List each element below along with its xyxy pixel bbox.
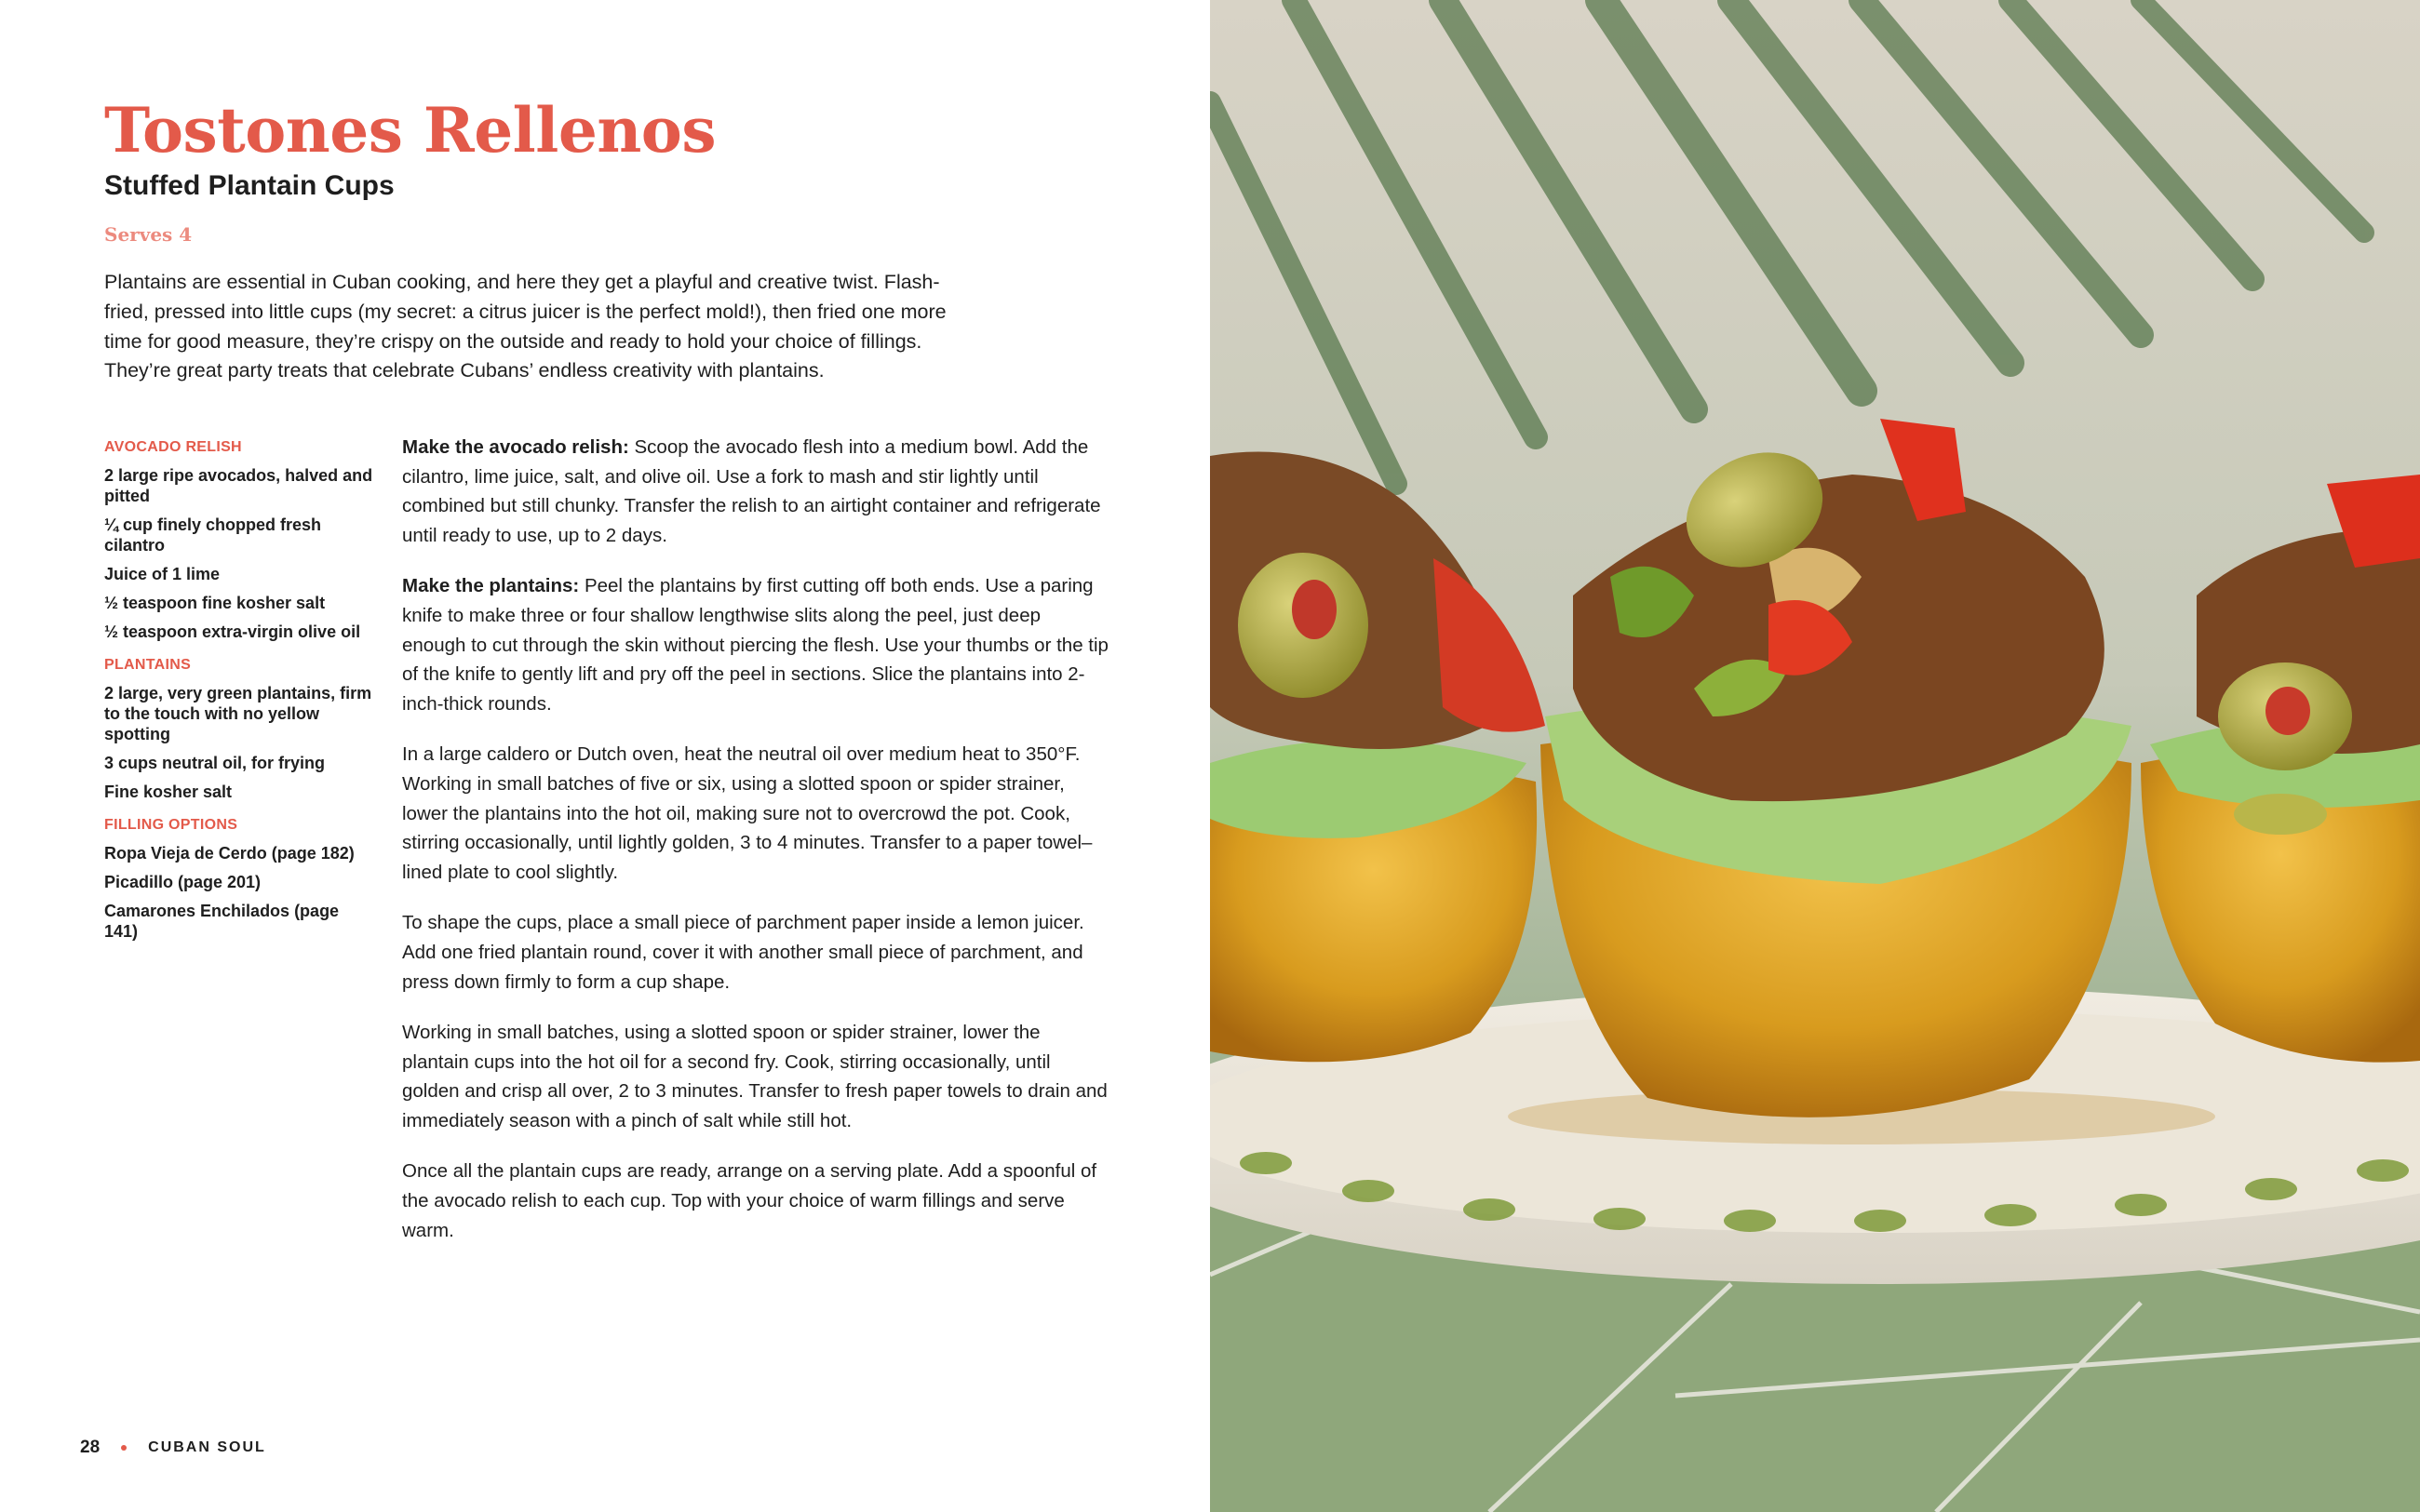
recipe-intro: Plantains are essential in Cuban cooking, and here they get a playful and creative twist. Flash-fried, pressed into little cups (my secret: a citrus juicer is the perfect mold!), then fried one more time for good measure, they’re crispy on the outside and ready to hold your choice of fillings. They’re great party treats that celebrate Cubans’ endless creativity with plantains. bbox=[104, 271, 947, 382]
ingredients-heading-avocado: AVOCADO RELISH bbox=[104, 439, 242, 455]
book-title: CUBAN SOUL bbox=[148, 1439, 266, 1455]
method-column bbox=[402, 433, 1109, 1266]
ingredient-item: ½ teaspoon fine kosher salt bbox=[104, 594, 326, 612]
ingredient-item: 2 large ripe avocados, halved and pitted bbox=[104, 466, 373, 505]
ingredients-heading-filling: FILLING OPTIONS bbox=[104, 817, 238, 833]
ingredient-item: 2 large, very green plantains, firm to the touch with no yellow spotting bbox=[104, 684, 372, 743]
ingredient-item: ½ teaspoon extra-virgin olive oil bbox=[104, 622, 361, 641]
ingredients-list-avocado bbox=[104, 465, 374, 642]
method-step: In a large caldero or Dutch oven, heat the neutral oil over medium heat to 350°F. Working in small batches of five or six, using a slotted spoon or spider strainer, lower the plantains into the hot oil, making sure not to overcrowd the pot. Cook, stirring occasionally, until lightly golden, 3 to 4 minutes. Transfer to a paper towel–lined plate to cool slightly. bbox=[402, 743, 1093, 883]
ingredient-item: Camarones Enchilados (page 141) bbox=[104, 902, 340, 941]
ingredient-item: Juice of 1 lime bbox=[104, 565, 221, 583]
method-step bbox=[402, 433, 1109, 550]
ingredient-item: 3 cups neutral oil, for frying bbox=[104, 754, 326, 772]
recipe-title: Tostones Rellenos bbox=[104, 94, 716, 167]
ingredients-list-filling bbox=[104, 843, 374, 942]
ingredient-item: Fine kosher salt bbox=[104, 783, 233, 801]
step-text: Peel the plantains by first cutting off both ends. Use a paring knife to make three or four shallow lengthwise slits along the peel, just deep enough to cut through the skin without piercing the flesh. Use your thumbs or the tip of the knife to gently lift and pry off the peel in sections. Slice the plantains into 2-inch-thick rounds. bbox=[402, 575, 1109, 715]
serves-label: Serves 4 bbox=[104, 223, 193, 246]
ingredient-item: Picadillo (page 201) bbox=[104, 873, 262, 891]
ingredient-item: Ropa Vieja de Cerdo (page 182) bbox=[104, 844, 355, 863]
step-text: Scoop the avocado flesh into a medium bowl. Add the cilantro, lime juice, salt, and olive oil. Use a fork to mash and stir lightly until combined but still chunky. Transfer the relish to an airtight container and refrigerate until ready to use, up to 2 days. bbox=[402, 436, 1101, 546]
method-step bbox=[402, 571, 1109, 718]
page-footer bbox=[80, 1435, 266, 1461]
ingredient-item: ¼ cup finely chopped fresh cilantro bbox=[104, 515, 322, 555]
method-step: Working in small batches, using a slotted spoon or spider strainer, lower the plantain cups into the hot oil for a second fry. Cook, stirring occasionally, until golden and crisp all over, 2 to 3 minutes. Transfer to fresh paper towels to drain and immediately season with a pinch of salt while still hot. bbox=[402, 1022, 1108, 1131]
page-number: 28 bbox=[80, 1438, 101, 1457]
method-step: To shape the cups, place a small piece of parchment paper inside a lemon juicer. Add one fried plantain round, cover it with another small piece of parchment, and press down firmly to form a cup shape. bbox=[402, 912, 1084, 993]
ingredients-column bbox=[104, 437, 374, 955]
recipe-subtitle: Stuffed Plantain Cups bbox=[104, 170, 395, 201]
ingredients-list-plantains bbox=[104, 683, 374, 802]
step-lead: Make the avocado relish: bbox=[402, 436, 629, 458]
ingredients-heading-plantains: PLANTAINS bbox=[104, 657, 192, 673]
footer-bullet bbox=[121, 1445, 127, 1451]
method-step: Once all the plantain cups are ready, arrange on a serving plate. Add a spoonful of the avocado relish to each cup. Top with your choice of warm fillings and serve warm. bbox=[402, 1160, 1097, 1241]
food-photo bbox=[1210, 0, 2420, 1512]
step-lead: Make the plantains: bbox=[402, 575, 580, 597]
